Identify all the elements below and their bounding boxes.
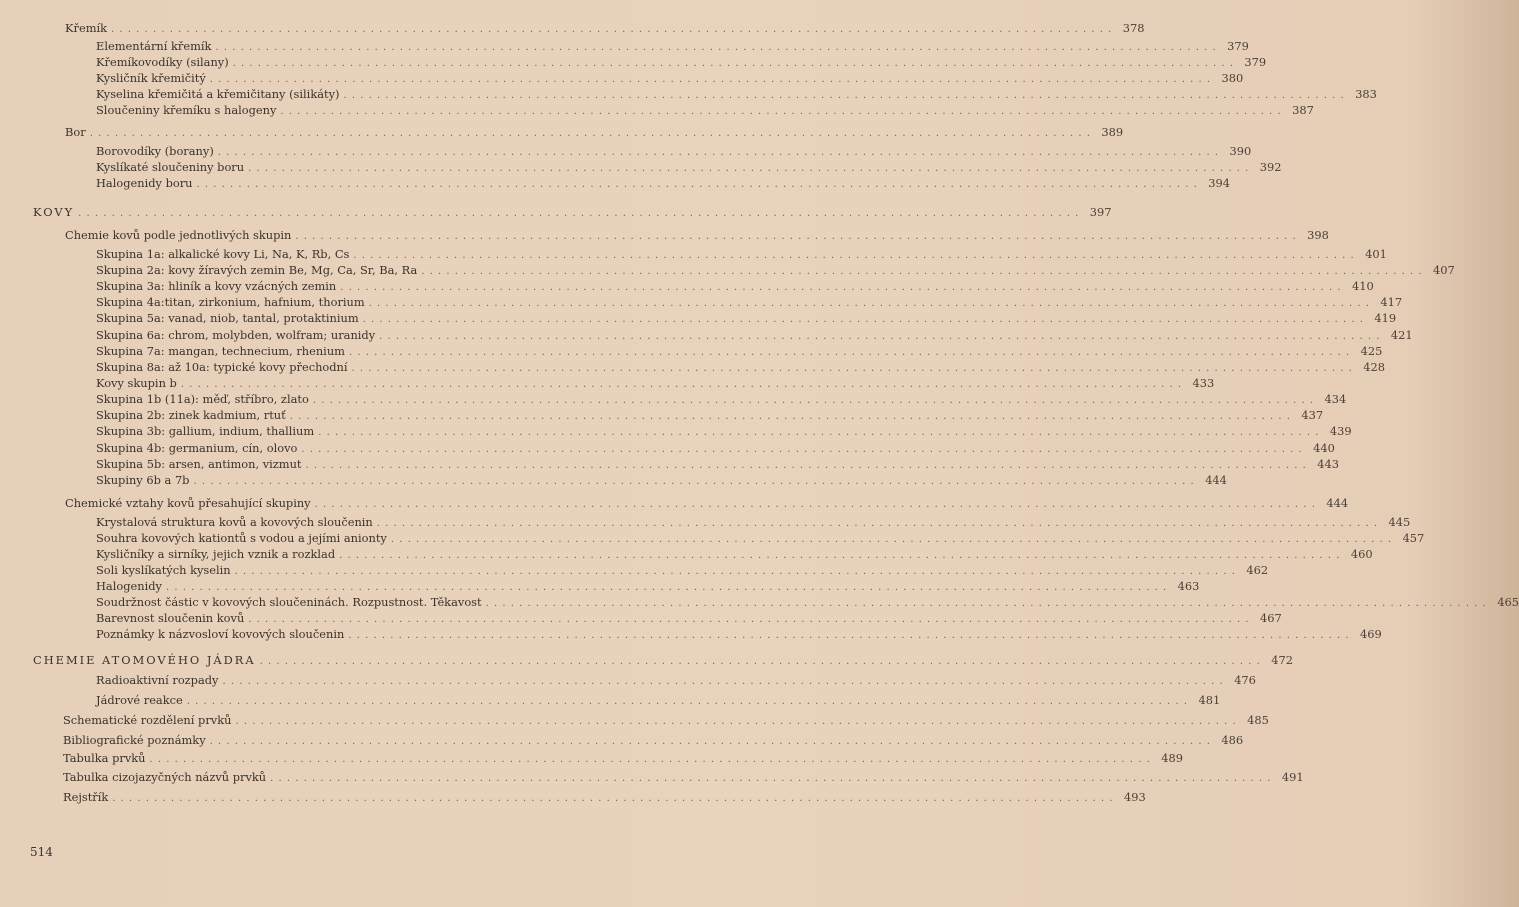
dot-leader: ........................................................................................................................	[351, 363, 1357, 374]
toc-entry	[63, 750, 1183, 766]
toc-entry	[96, 578, 1200, 594]
dot-leader: ........................................................................................................................	[248, 163, 1254, 174]
dot-leader: ........................................................................................................................	[289, 411, 1296, 422]
toc-entry-page: 417	[1380, 295, 1403, 309]
toc-entry	[96, 359, 1385, 375]
toc-entry-title: Skupiny 6b a 7b	[96, 473, 190, 487]
toc-entry	[96, 626, 1382, 642]
toc-entry	[96, 327, 1413, 343]
toc-entry	[96, 530, 1425, 546]
toc-entry-title: Bor	[65, 125, 86, 139]
toc-entry-page: 489	[1161, 751, 1183, 765]
toc-entry-page: 445	[1388, 515, 1411, 529]
toc-entry-page: 421	[1390, 328, 1413, 342]
toc-entry-page: 485	[1247, 713, 1269, 727]
toc-entry	[96, 86, 1377, 102]
toc-entry-page: 472	[1271, 653, 1294, 667]
dot-leader: ........................................................................................................................	[340, 282, 1346, 293]
dot-leader: ........................................................................................................................	[390, 534, 1397, 545]
toc-entry-page: 486	[1221, 733, 1244, 747]
toc-entry-title: Rejstřík	[63, 790, 109, 804]
toc-entry-title: Skupina 1a: alkalické kovy Li, Na, K, Rb, Cs	[96, 247, 350, 261]
dot-leader: ........................................................................................................................	[193, 476, 1199, 487]
toc-entry	[96, 159, 1282, 175]
dot-leader: ........................................................................................................................	[368, 298, 1375, 309]
toc-entry-title: Skupina 5a: vanad, niob, tantal, protaktinium	[96, 311, 359, 325]
toc-entry-title: Tabulka cizojazyčných názvů prvků	[63, 770, 267, 784]
dot-leader: ........................................................................................................................	[301, 444, 1307, 455]
toc-entry-title: Skupina 7a: mangan, technecium, rhenium	[96, 344, 345, 358]
dot-leader: ........................................................................................................................	[305, 460, 1311, 471]
toc-entry-title: Kysličníky a sirníky, jejich vznik a rozklad	[96, 547, 336, 561]
dot-leader: ........................................................................................................................	[270, 773, 1276, 784]
toc-entry-title: Elementární křemík	[96, 39, 212, 53]
toc-entry-title: Soli kyslíkatých kyselin	[96, 563, 231, 577]
toc-entry-title: Barevnost sloučenin kovů	[96, 611, 245, 625]
toc-entry-page: 462	[1246, 563, 1269, 577]
toc-entry-page: 387	[1292, 103, 1314, 117]
toc-entry	[63, 732, 1244, 748]
dot-leader: ........................................................................................................................	[196, 179, 1202, 190]
toc-entry	[96, 562, 1269, 578]
toc-entry	[96, 278, 1374, 294]
toc-entry-page: 476	[1234, 673, 1256, 687]
toc-entry	[96, 38, 1249, 54]
toc-entry-page: 394	[1208, 176, 1230, 190]
dot-leader: ........................................................................................................................	[339, 550, 1345, 561]
toc-entry-title: Chemie kovů podle jednotlivých skupin	[65, 228, 292, 242]
toc-entry-title: Borovodíky (borany)	[96, 144, 214, 158]
dot-leader: ........................................................................................................................	[248, 614, 1254, 625]
toc-entry-title: Souhra kovových kationtů s vodou a jejími anionty	[96, 531, 387, 545]
toc-entry-page: 437	[1301, 408, 1324, 422]
toc-entry	[63, 712, 1269, 728]
toc-entry	[96, 423, 1352, 439]
dot-leader: ........................................................................................................................	[217, 147, 1224, 158]
toc-entry-page: 434	[1324, 392, 1347, 406]
toc-entry-title: Chemické vztahy kovů přesahující skupiny	[65, 496, 311, 510]
toc-entry-title: Skupina 1b (11a): měď, stříbro, zlato	[96, 392, 309, 406]
toc-entry	[96, 262, 1455, 278]
toc-entry-page: 463	[1177, 579, 1200, 593]
toc-entry-page: 440	[1313, 441, 1335, 455]
toc-entry-page: 401	[1365, 247, 1387, 261]
toc-entry-page: 469	[1360, 627, 1382, 641]
toc-entry	[96, 391, 1347, 407]
toc-entry-page: 465	[1497, 595, 1519, 609]
toc-entry-title: Skupina 4b: germanium, cín, olovo	[96, 441, 298, 455]
toc-entry-page: 467	[1260, 611, 1282, 625]
toc-entry-title: Poznámky k názvosloví kovových sloučenin	[96, 627, 345, 641]
toc-entry	[96, 70, 1244, 86]
dot-leader: ........................................................................................................................	[89, 128, 1096, 139]
toc-entry-title: Křemík	[65, 21, 108, 35]
toc-entry	[96, 175, 1230, 191]
dot-leader: ........................................................................................................................	[379, 331, 1385, 342]
toc-entry-title: Soudržnost částic v kovových sloučeninách. Rozpustnost. Těkavost	[96, 595, 482, 609]
toc-entry	[65, 227, 1329, 243]
dot-leader: ........................................................................................................................	[180, 379, 1187, 390]
dot-leader: ........................................................................................................................	[353, 250, 1359, 261]
toc-entry	[96, 143, 1252, 159]
dot-leader: ........................................................................................................................	[314, 499, 1321, 510]
dot-leader: ........................................................................................................................	[215, 42, 1221, 53]
toc-entry	[96, 294, 1403, 310]
dot-leader: ........................................................................................................................	[343, 90, 1349, 101]
dot-leader: ........................................................................................................................	[259, 656, 1266, 667]
toc-entry-page: 378	[1122, 21, 1145, 35]
toc-entry-page: 444	[1326, 496, 1349, 510]
toc-entry-page: 460	[1350, 547, 1373, 561]
toc-entry-title: Kysličník křemičitý	[96, 71, 206, 85]
toc-entry-page: 397	[1089, 205, 1112, 219]
dot-leader: ........................................................................................................................	[348, 630, 1354, 641]
toc-entry-title: Halogenidy boru	[96, 176, 193, 190]
dot-leader: ........................................................................................................................	[149, 754, 1155, 765]
toc-entry	[96, 54, 1267, 70]
toc-entry	[63, 789, 1146, 805]
toc-entry-page: 444	[1205, 473, 1227, 487]
toc-entry-title: Kyslíkaté sloučeniny boru	[96, 160, 245, 174]
toc-entry-page: 419	[1374, 311, 1397, 325]
dot-leader: ........................................................................................................................	[318, 427, 1324, 438]
toc-entry-title: Kyselina křemičitá a křemičitany (silikáty)	[96, 87, 340, 101]
toc-entry	[96, 472, 1227, 488]
toc-entry-page: 379	[1227, 39, 1249, 53]
toc-entry-page: 407	[1432, 263, 1455, 277]
toc-entry	[96, 610, 1282, 626]
dot-leader: ........................................................................................................................	[111, 24, 1117, 35]
toc-entry-title: Jádrové reakce	[96, 693, 183, 707]
toc-entry-title: Kovy skupin b	[96, 376, 177, 390]
toc-entry-title: KOVY	[33, 205, 75, 219]
toc-entry-page: 443	[1317, 457, 1339, 471]
dot-leader: ........................................................................................................................	[78, 208, 1084, 219]
toc-entry-title: CHEMIE ATOMOVÉHO JÁDRA	[33, 653, 256, 667]
toc-entry-title: Sloučeniny křemíku s halogeny	[96, 103, 277, 117]
toc-entry-title: Radioaktivní rozpady	[96, 673, 219, 687]
toc-entry-title: Skupina 2b: zinek kadmium, rtuť	[96, 408, 286, 422]
toc-entry-page: 380	[1221, 71, 1244, 85]
toc-entry	[65, 20, 1145, 36]
toc-entry-title: Skupina 4a:titan, zirkonium, hafnium, thorium	[96, 295, 365, 309]
toc-entry	[96, 594, 1519, 610]
toc-entry-page: 439	[1329, 424, 1352, 438]
dot-leader: ........................................................................................................................	[235, 716, 1241, 727]
dot-leader: ........................................................................................................................	[485, 598, 1492, 609]
toc-entry	[65, 124, 1124, 140]
toc-entry-page: 392	[1259, 160, 1282, 174]
toc-entry	[33, 652, 1294, 668]
toc-entry	[65, 495, 1349, 511]
toc-entry	[96, 546, 1373, 562]
dot-leader: ........................................................................................................................	[312, 395, 1319, 406]
toc-entry	[96, 375, 1215, 391]
toc-entry-page: 481	[1198, 693, 1221, 707]
toc-entry-title: Skupina 2a: kovy žíravých zemin Be, Mg, Ca, Sr, Ba, Ra	[96, 263, 418, 277]
dot-leader: ........................................................................................................................	[295, 231, 1301, 242]
toc-entry-page: 425	[1360, 344, 1383, 358]
toc-entry-page: 398	[1307, 228, 1329, 242]
dot-leader: ........................................................................................................................	[165, 582, 1172, 593]
toc-entry-title: Halogenidy	[96, 579, 162, 593]
toc-entry-page: 390	[1229, 144, 1252, 158]
toc-entry	[96, 407, 1324, 423]
toc-entry-title: Skupina 3b: gallium, indium, thallium	[96, 424, 315, 438]
toc-entry-page: 493	[1123, 790, 1146, 804]
toc-entry-page: 389	[1101, 125, 1124, 139]
toc-entry-page: 428	[1363, 360, 1385, 374]
dot-leader: ........................................................................................................................	[209, 74, 1216, 85]
toc-entry	[96, 456, 1339, 472]
dot-leader: ........................................................................................................................	[112, 793, 1118, 804]
toc-entry-title: Skupina 8a: až 10a: typické kovy přechodní	[96, 360, 348, 374]
toc-entry-title: Schematické rozdělení prvků	[63, 713, 232, 727]
toc-entry-title: Tabulka prvků	[63, 751, 146, 765]
toc-entry-page: 491	[1281, 770, 1304, 784]
dot-leader: ........................................................................................................................	[421, 266, 1427, 277]
dot-leader: ........................................................................................................................	[348, 347, 1355, 358]
toc-entry-title: Bibliografické poznámky	[63, 733, 206, 747]
toc-entry	[96, 672, 1256, 688]
dot-leader: ........................................................................................................................	[222, 676, 1228, 687]
dot-leader: ........................................................................................................................	[234, 566, 1241, 577]
toc-entry-title: Skupina 3a: hliník a kovy vzácných zemin	[96, 279, 337, 293]
dot-leader: ........................................................................................................................	[280, 106, 1286, 117]
toc-entry	[96, 692, 1221, 708]
dot-leader: ........................................................................................................................	[232, 58, 1239, 69]
toc-entry-title: Křemíkovodíky (silany)	[96, 55, 229, 69]
toc-entry-title: Skupina 6a: chrom, molybden, wolfram; uranidy	[96, 328, 376, 342]
toc-entry-page: 383	[1355, 87, 1377, 101]
toc-entry	[96, 310, 1397, 326]
toc-entry	[96, 343, 1383, 359]
toc-entry	[96, 246, 1387, 262]
toc-entry	[96, 102, 1314, 118]
toc-entry	[63, 769, 1304, 785]
toc-entry-title: Krystalová struktura kovů a kovových sloučenin	[96, 515, 373, 529]
toc-entry-page: 410	[1351, 279, 1374, 293]
toc-entry-title: Skupina 5b: arsen, antimon, vizmut	[96, 457, 302, 471]
toc-entry-page: 457	[1402, 531, 1425, 545]
toc-entry-page: 433	[1192, 376, 1215, 390]
toc-entry	[96, 440, 1335, 456]
dot-leader: ........................................................................................................................	[362, 314, 1369, 325]
toc-entry	[96, 514, 1411, 530]
dot-leader: ........................................................................................................................	[376, 518, 1383, 529]
dot-leader: ........................................................................................................................	[186, 696, 1193, 707]
dot-leader: ........................................................................................................................	[209, 736, 1216, 747]
toc-entry-page: 379	[1244, 55, 1267, 69]
page-number: 514	[30, 845, 53, 859]
toc-entry	[33, 204, 1112, 220]
